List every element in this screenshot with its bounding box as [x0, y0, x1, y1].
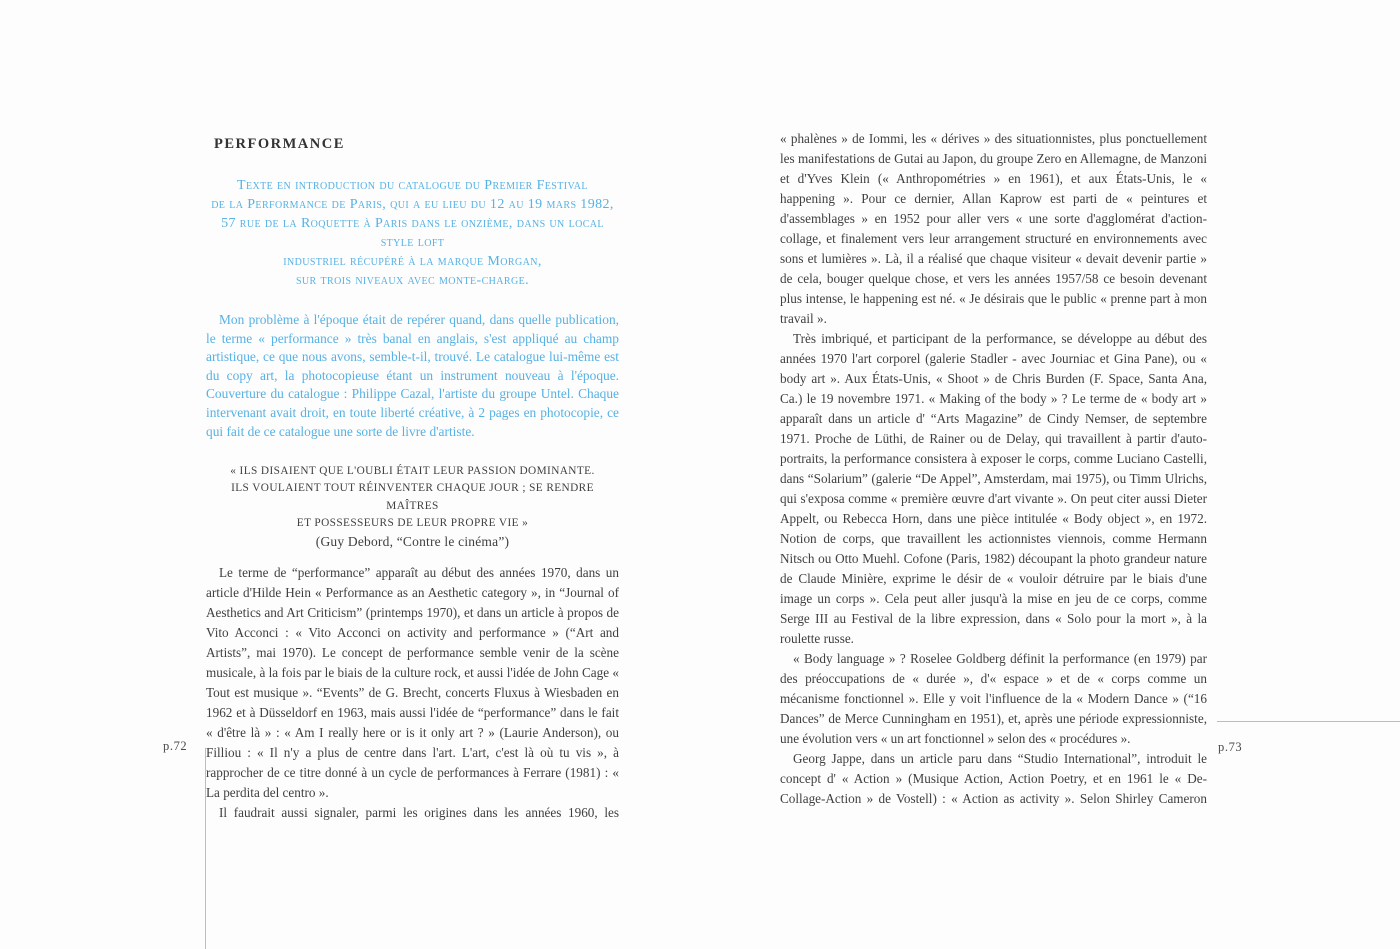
- body-paragraph: Il faudrait aussi signaler, parmi les origines dans les années 1960, les: [219, 805, 619, 821]
- intro-line: sur trois niveaux avec monte-charge.: [295, 273, 530, 288]
- body-paragraph: Georg Jappe, dans un article paru dans “Studio International”, introduit le concept d' « Action » (Musique Action, Action Poetry, et en 1961 le « De-Collage-Action » de Vostell) : « Action as activity ». Selon Shirley Cameron: [780, 751, 1207, 806]
- folio-left: p.72: [163, 739, 188, 753]
- page-title: PERFORMANCE: [214, 136, 345, 152]
- lead-paragraph: Mon problème à l'époque était de repérer quand, dans quelle publication, le terme « performance » très banal en anglais, s'est appliqué au champ artistique, ce que nous avons, semble-t-il, trouvé. Le catalogue lui-même est du copy art, la photocopieuse étant un instrument nouveau à l'époque. Couverture du catalogue : Philippe Cazal, l'artiste du groupe Untel. Chaque intervenant avait droit, en toute liberté créative, à 2 pages en photocopie, ce qui fait de ce catalogue une sorte de livre d'artiste.: [206, 312, 619, 439]
- intro-block: [206, 176, 619, 290]
- intro-line: industriel récupéré à la marque Morgan,: [283, 254, 542, 269]
- left-body-text: [206, 563, 619, 823]
- body-paragraph: « Body language » ? Roselee Goldberg définit la performance (en 1979) par des préoccupations de « durée », d'« espace » et de « corps comme un mécanisme fonctionnel ». Elle y voit l'influence de la « Modern Dance » (“16 Dances” de Merce Cunningham en 1951), et, après une période expressionniste, une évolution vers « un art fonctionnel » selon des « procédures ».: [780, 651, 1207, 746]
- right-page: [780, 129, 1207, 809]
- left-page-rule: [205, 748, 206, 949]
- intro-line: Texte en introduction du catalogue du Premier Festival: [237, 178, 588, 193]
- quote-attribution: (Guy Debord, “Contre le cinéma”): [315, 533, 510, 549]
- folio-right: p.73: [1218, 740, 1243, 754]
- quote-line: ILS VOULAIENT TOUT RÉINVENTER CHAQUE JOUR ; SE RENDRE MAÎTRES: [231, 482, 594, 512]
- right-page-rule: [1217, 721, 1400, 722]
- quote-line: « ILS DISAIENT QUE L'OUBLI ÉTAIT LEUR PASSION DOMINANTE.: [230, 465, 595, 478]
- body-paragraph: Très imbriqué, et participant de la performance, se développe au début des années 1970 l'art corporel (galerie Stadler - avec Journiac et Gina Pane), ou « body art ». Aux États-Unis, « Shoot » de Chris Burden (F. Space, Santa Ana, Ca.) le 19 novembre 1971. « Making of the body » ? Le terme de « body art » apparaît dans un article d' “Arts Magazine” de Cindy Nemser, de septembre 1971. Proche de Lüthi, de Rainer ou de Delay, qui travaillent à partir d'auto-portraits, la performance consistera à exposer le corps, comme Luciano Castelli, dans “Solarium” (galerie “De Appel”, Amsterdam, mai 1975), ou Timm Ulrichs, qui s'exposa comme « première œuvre d'art vivante ». On peut citer aussi Dieter Appelt, ou Rebecca Horn, dans une pièce intitulée « Body object », en 1972. Notion de corps, que travaillent les actionnistes viennois, comme Hermann Nitsch ou Otto Muehl. Cofone (Paris, 1982) découpant la photo grandeur nature de Claude Minière, exprime le désir de « vouloir détruire par le biais d'une image un corps ». Cela peut aller jusqu'à la mise en jeu de ce corps, comme Serge III au Festival de la libre expression, dans « Solo pour la mort », à la roulette russe.: [780, 331, 1207, 646]
- body-paragraph: « phalènes » de Iommi, les « dérives » des situationnistes, plus ponctuellement les manifestations de Gutai au Japon, du groupe Zero en Allemagne, de Manzoni et d'Yves Klein (« Anthropométries » en 1961), et aux États-Unis, le « happening ». Pour ce dernier, Allan Kaprow est parti de « peintures et d'assemblages » en 1952 pour aller vers « une sorte d'agglomérat d'action-collage, et finalement vers leur arrangement structuré en environnements avec sons et lumières ». Là, il a réalisé que chaque visiteur « devait devenir partie » de cela, bouger quelque chose, et vers les années 1957/58 ce besoin devenant plus intense, le happening est né. « Je désirais que le public « prenne part à mon travail ».: [780, 131, 1207, 326]
- quote-line: ET POSSESSEURS DE LEUR PROPRE VIE »: [296, 516, 529, 529]
- quote-block: [206, 463, 619, 550]
- intro-line: 57 rue de la Roquette à Paris dans le onzième, dans un local style loft: [221, 216, 604, 250]
- left-page: [206, 136, 619, 823]
- intro-line: de la Performance de Paris, qui a eu lieu du 12 au 19 mars 1982,: [211, 197, 614, 212]
- body-paragraph: Le terme de “performance” apparaît au début des années 1970, dans un article d'Hilde Hein « Performance as an Aesthetic category », in “Journal of Aesthetics and Art Criticism” (printemps 1970), et dans un article à propos de Vito Acconci : « Vito Acconci on activity and performance » (“Art and Artists”, mai 1970). Le concept de performance semble venir de la scène musicale, à la fois par le biais de la culture rock, et aussi l'idée de John Cage « Tout est musique ». “Events” de G. Brecht, concerts Fluxus à Wiesbaden en 1962 et à Düsseldorf en 1963, mais aussi l'idée de “performance” dans le fait « d'être là » : « Am I really here or is it only art ? » (Laurie Anderson), ou Filliou : « Il n'y a plus de centre dans l'art. L'art, c'est là où tu vis », à rapprocher de ce titre donné à un cycle de performances à Ferrare (1981) : « La perdita del centro ».: [206, 565, 619, 801]
